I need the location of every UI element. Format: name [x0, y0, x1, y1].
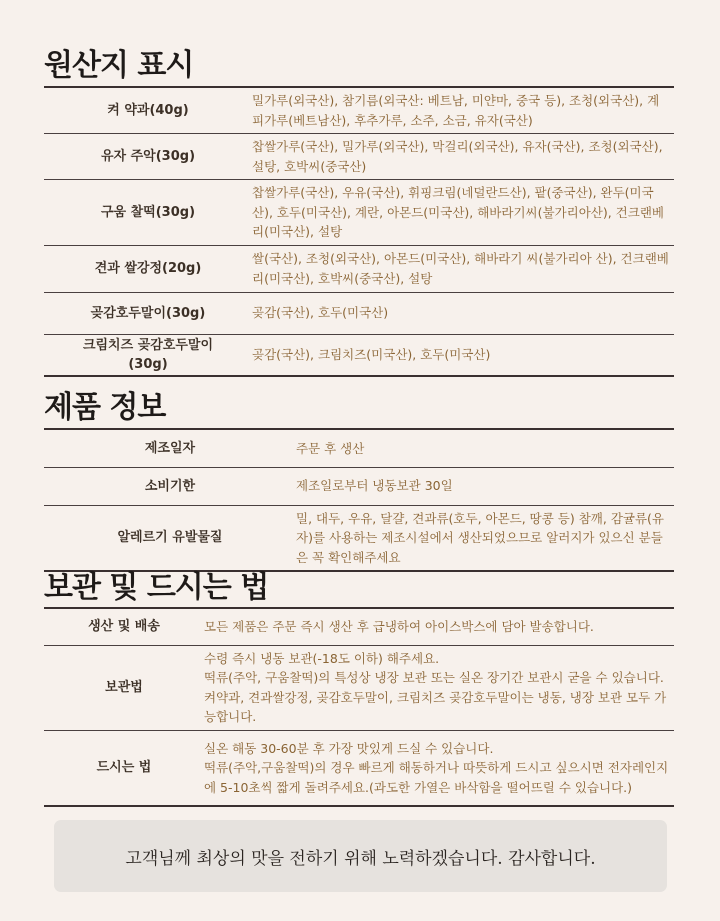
row-value: 쌀(국산), 조청(외국산), 아몬드(미국산), 해바라기 씨(불가리아 산), 건크랜베리(미국산), 호박씨(중국산), 설탕 [252, 245, 674, 292]
row-value: 주문 후 생산 [296, 429, 674, 467]
table-row [44, 730, 674, 806]
row-label: 견과 쌀강정(20g) [44, 245, 252, 292]
row-value: 밀가루(외국산), 참기름(외국산: 베트남, 미얀마, 중국 등), 조청(외국산), 계피가루(베트남산), 후추가루, 소주, 소금, 유자(국산) [252, 87, 674, 134]
origin-table [44, 86, 674, 377]
table-row [44, 245, 674, 292]
row-label: 소비기한 [44, 467, 296, 505]
row-value: 밀, 대두, 우유, 달걀, 견과류(호두, 아몬드, 땅콩 등) 참깨, 감귤류(유자)를 사용하는 제조시설에서 생산되었으므로 알러지가 있으신 분들은 꼭 확인해주세요 [296, 505, 674, 571]
table-row [44, 645, 674, 730]
row-label: 제조일자 [44, 429, 296, 467]
row-label: 구움 찰떡(30g) [44, 180, 252, 246]
row-label: 크림치즈 곶감호두말이(30g) [44, 334, 252, 376]
row-value: 곶감(국산), 호두(미국산) [252, 292, 674, 334]
row-value: 찹쌀가루(국산), 밀가루(외국산), 막걸리(외국산), 유자(국산), 조청(외국산), 설탕, 호박씨(중국산) [252, 134, 674, 180]
table-row [44, 87, 674, 134]
table-row [44, 429, 674, 467]
table-row [44, 467, 674, 505]
row-label: 곶감호두말이(30g) [44, 292, 252, 334]
table-row [44, 334, 674, 376]
row-value: 모든 제품은 주문 즉시 생산 후 급냉하여 아이스박스에 담아 발송합니다. [204, 608, 674, 645]
row-value: 찹쌀가루(국산), 우유(국산), 휘핑크림(네덜란드산), 팥(중국산), 완두(미국산), 호두(미국산), 계란, 아몬드(미국산), 해바라기씨(불가리아산), 건크랜베리(미국산), 설탕 [252, 180, 674, 246]
table-row [44, 134, 674, 180]
storage-table [44, 607, 674, 807]
row-value: 곶감(국산), 크림치즈(미국산), 호두(미국산) [252, 334, 674, 376]
row-value: 제조일로부터 냉동보관 30일 [296, 467, 674, 505]
row-label: 유자 주악(30g) [44, 134, 252, 180]
table-row [44, 608, 674, 645]
row-label: 알레르기 유발물질 [44, 505, 296, 571]
storage-title: 보관 및 드시는 법 [44, 570, 269, 605]
row-label: 보관법 [44, 645, 204, 730]
row-value: 실온 해동 30-60분 후 가장 맛있게 드실 수 있습니다. 떡류(주악,구움찰떡)의 경우 빠르게 해동하거나 따뜻하게 드시고 싶으시면 전자레인지에 5-10초씩 짧게 돌려주세요.(과도한 가열은 바삭함을 떨어뜨릴 수 있습니다.) [204, 730, 674, 806]
table-row [44, 292, 674, 334]
row-label: 드시는 법 [44, 730, 204, 806]
origin-title: 원산지 표시 [44, 48, 194, 83]
table-row [44, 180, 674, 246]
product-title: 제품 정보 [44, 390, 166, 425]
row-value: 수령 즉시 냉동 보관(-18도 이하) 해주세요. 떡류(주악, 구움찰떡)의 특성상 냉장 보관 또는 실온 장기간 보관시 굳을 수 있습니다. 켜약과, 견과쌀강정, 곶감호두말이, 크림치즈 곶감호두말이는 냉동, 냉장 보관 모두 가능합니다. [204, 645, 674, 730]
thank-you-notice: 고객님께 최상의 맛을 전하기 위해 노력하겠습니다. 감사합니다. [54, 820, 667, 892]
row-label: 켜 약과(40g) [44, 87, 252, 134]
product-table [44, 428, 674, 572]
row-label: 생산 및 배송 [44, 608, 204, 645]
